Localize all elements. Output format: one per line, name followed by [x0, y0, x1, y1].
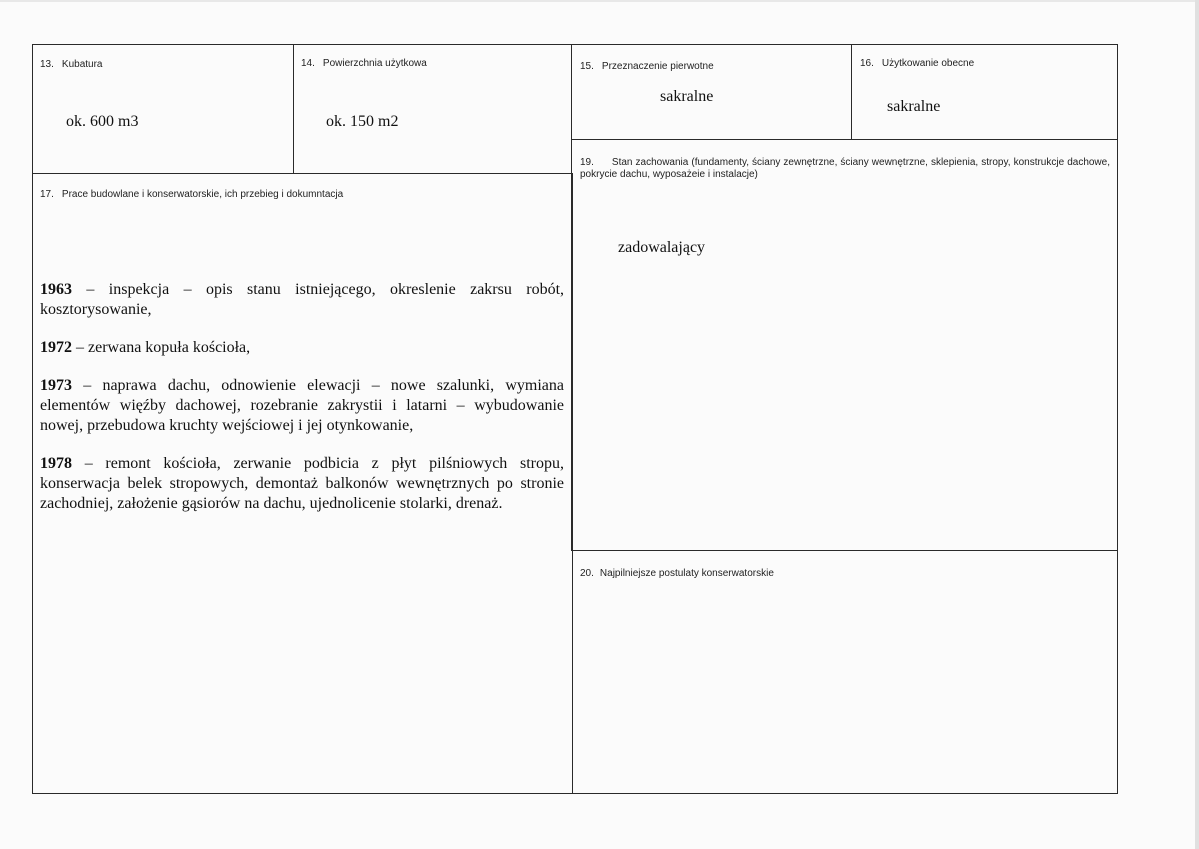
entry-1972: [40, 338, 564, 358]
field-19-value: zadowalający: [618, 239, 706, 256]
field-13-label: [40, 59, 103, 71]
field-14-title: Powierzchnia użytkowa: [322, 58, 427, 69]
field-15-value: sakralne: [660, 88, 714, 105]
field-20-number: 20.: [580, 568, 594, 579]
field-14-number: 14.: [301, 58, 315, 69]
field-13-value: ok. 600 m3: [66, 113, 139, 130]
field-16-number: 16.: [860, 58, 874, 69]
field-20-label: [580, 568, 774, 580]
entry-year: 1963: [40, 281, 72, 298]
field-19-title: Stan zachowania (fundamenty, ściany zewnętrzne, ściany wewnętrzne, sklepienia, stropy, konstrukcje dachowe, pokrycie dachu, wyposażeie i instalacje): [580, 157, 1110, 180]
field-16-label: [860, 58, 974, 70]
field-17-title: Prace budowlane i konserwatorskie, ich przebieg i dokumntacja: [61, 189, 344, 200]
field-17-number: 17.: [40, 189, 54, 200]
entry-text: – naprawa dachu, odnowienie elewacji – nowe szalunki, wymiana elementów więźby dachowej, rozebranie zakrystii i latarni – wybudowanie nowej, przebudowa kruchty wejściowej i jej otynkowanie,: [40, 377, 565, 434]
field-13-number: 13.: [40, 59, 54, 70]
field-16-value: sakralne: [887, 98, 941, 115]
field-19-number: 19.: [580, 157, 594, 168]
field-17-entries: [40, 280, 564, 532]
field-16-title: Użytkowanie obecne: [881, 58, 975, 69]
field-17-label: [40, 189, 343, 201]
field-19-box: [571, 139, 1118, 551]
field-20-title: Najpilniejsze postulaty konserwatorskie: [599, 568, 774, 579]
entry-year: 1978: [40, 455, 72, 472]
entry-year: 1973: [40, 377, 72, 394]
entry-1973: [40, 376, 564, 436]
scan-edge-top: [0, 0, 1199, 2]
entry-text: – remont kościoła, zerwanie podbicia z płyt pilśniowych stropu, konserwacja belek stropowych, demontaż balkonów wewnętrznych po stronie zachodniej, założenie gąsiorów na dachu, ujednolicenie stolarki, drenaż.: [40, 455, 564, 512]
field-15-label: [580, 61, 714, 73]
field-19-label: [580, 157, 1110, 181]
field-14-label: [301, 58, 427, 70]
entry-text: – zerwana kopuła kościoła,: [76, 339, 251, 356]
field-20-box: [572, 550, 1118, 794]
field-14-value: ok. 150 m2: [326, 113, 399, 130]
scan-edge-right: [1195, 0, 1199, 849]
entry-1978: [40, 454, 564, 514]
field-15-number: 15.: [580, 61, 594, 72]
field-13-title: Kubatura: [61, 59, 103, 70]
field-15-title: Przeznaczenie pierwotne: [601, 61, 714, 72]
entry-text: – inspekcja – opis stanu istniejącego, okreslenie zakrsu robót, kosztorysowanie,: [40, 281, 565, 318]
entry-year: 1972: [40, 339, 72, 356]
entry-1963: [40, 280, 564, 320]
